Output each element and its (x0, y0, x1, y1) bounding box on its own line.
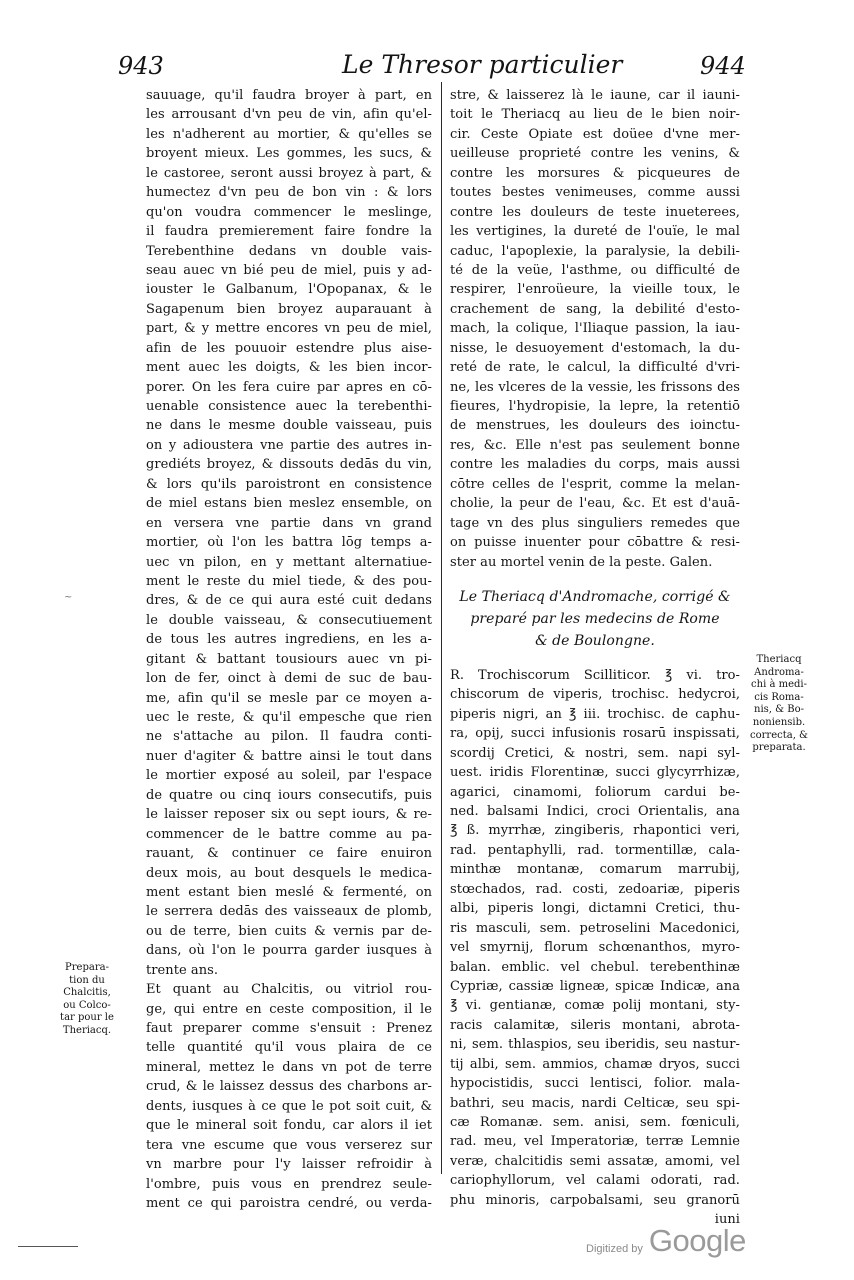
margin-note-line: correcta, & (750, 729, 808, 741)
page-number-right: 944 (700, 52, 746, 80)
text-line: humectez d'vn peu de bon vin : & lors (146, 185, 432, 201)
running-head: Le Thresor particulier (342, 50, 623, 79)
text-line: le castoree, seront aussi broyez à part, & (146, 165, 432, 181)
text-line: tage vn des plus singuliers remedes que (450, 515, 740, 531)
text-line: toit le Theriacq au lieu de le bien noir- (450, 107, 740, 123)
text-line: grediéts broyez, & dissouts dedās du vin, (146, 457, 432, 473)
text-line: dres, & de ce qui aura esté cuit dedans (146, 593, 432, 609)
margin-note-line: preparata. (752, 742, 806, 754)
text-line: dans, où l'on le pourra garder iusques à (146, 943, 432, 959)
text-line: phu minoris, carpobalsami, seu granorū (450, 1192, 740, 1208)
text-line: broyent mieux. Les gommes, les sucs, & (146, 146, 432, 162)
text-line: commencer de le battre comme au pa- (146, 826, 432, 842)
text-line: cōtre celles de l'esprit, comme la melan- (450, 476, 740, 492)
text-line: crachement de sang, la debilité d'esto- (450, 301, 740, 317)
text-line: me, afin qu'il se mesle par ce moyen a- (146, 690, 432, 706)
text-line: seau auec vn bié peu de miel, puis y ad- (146, 262, 432, 278)
text-line: lon de fer, oinct à demi de suc de bau- (146, 671, 432, 687)
text-line: contre les maladies du corps, mais aussi (450, 457, 740, 473)
text-line: de quatre ou cinq iours consecutifs, puis (146, 787, 432, 803)
text-line: ℥ ß. myrrhæ, zingiberis, rhapontici veri, (450, 823, 740, 839)
text-line: scordij Cretici, & nostri, sem. napi syl- (450, 745, 740, 761)
text-line: Sagapenum bien broyez auparauant à (146, 301, 432, 317)
text-line: nisse, le desuoyement d'estomach, la du- (450, 340, 740, 356)
margin-note-line: ou Colco- (63, 999, 111, 1011)
text-line: vn marbre pour l'y laisser refroidir à (146, 1157, 432, 1173)
text-line: minthæ montanæ, comarum marrubij, (450, 862, 740, 878)
section-heading-line: & de Boulongne. (535, 632, 655, 649)
section-heading-line: Le Theriacq d'Andromache, corrigé & (459, 588, 731, 605)
text-line: uest. iridis Florentinæ, succi glycyrrhizæ, (450, 765, 740, 781)
text-line: fieures, l'hydropisie, la lepre, la retentiō (450, 399, 740, 414)
margin-note-line: Androma- (754, 666, 804, 678)
text-line: piperis nigri, an ℥ iii. trochisc. de caphu- (450, 706, 740, 722)
text-line: vel smyrnij, florum schœnanthos, myro- (450, 940, 740, 956)
text-line: tij albi, sem. ammios, chamæ dryos, succi (450, 1056, 740, 1072)
text-line: gitant & battant tousiours auec vn pi- (146, 651, 432, 667)
text-line: porer. On les fera cuire par apres en cō- (146, 379, 432, 395)
text-line: ni, sem. thlaspios, seu iberidis, seu nastur- (450, 1037, 740, 1053)
text-line: res, &c. Elle n'est pas seulement bonne (450, 437, 740, 453)
text-line: caduc, l'apoplexie, la paralysie, la debili- (450, 243, 740, 259)
margin-note-line: Prepara- (65, 962, 109, 973)
column-divider (441, 82, 442, 1174)
text-line: on y adioustera vne partie des autres in- (146, 437, 432, 453)
text-line: & lors qu'ils paroistront en consistence (146, 476, 432, 492)
text-line: en versera vne partie dans vn grand (146, 515, 432, 531)
text-line: ris masculi, sem. petroselini Macedonici, (450, 920, 740, 936)
text-line: ge, qui entre en ceste composition, il le (146, 1001, 432, 1017)
text-line: mach, la colique, l'Iliaque passion, la iau- (450, 321, 740, 337)
text-line: stre, & laisserez là le iaune, car il iauni- (450, 88, 740, 103)
text-line: contre les morsures & picqueures de (450, 165, 740, 181)
text-line: ℥ vi. gentianæ, comæ polij montani, sty- (450, 998, 740, 1014)
text-line: agarici, cinamomi, foliorum cardui be- (450, 784, 740, 800)
text-line: on puisse inuenter pour cōbattre & resi- (450, 535, 740, 551)
text-line: té de la veüe, l'asthme, ou difficulté de (450, 262, 740, 278)
text-line: il faudra premierement faire fondre la (146, 224, 432, 240)
google-logo: Google (648, 1223, 746, 1258)
text-line: ment auec les doigts, & les bien incor- (146, 360, 432, 376)
page-number-left: 943 (118, 52, 164, 80)
margin-note-line: Theriacq. (62, 1024, 112, 1036)
text-line: le double vaisseau, & consecutiuement (146, 612, 432, 628)
text-line: ne dans le mesme double vaisseau, puis (146, 418, 432, 434)
text-line: Cypriæ, cassiæ ligneæ, spicæ Indicæ, ana (450, 978, 740, 994)
text-line: afin de les pouuoir estendre plus aise- (146, 340, 432, 356)
text-line: mortier, où l'on les battra lōg temps a- (146, 535, 432, 551)
text-line: de miel estans bien meslez ensemble, on (146, 496, 432, 512)
text-line: bathri, seu macis, nardi Celticæ, seu spi- (450, 1095, 740, 1111)
text-line: les vertigines, la dureté de l'ouïe, le mal (450, 224, 740, 240)
text-line: uec vn pilon, en y mettant alternatiue- (146, 554, 432, 570)
margin-note-line: nis, & Bo- (754, 704, 804, 716)
text-line: racis calamitæ, sileris montani, abrota- (450, 1017, 740, 1033)
text-line: le mortier exposé au soleil, par l'espace (146, 768, 432, 784)
margin-note-line: tion du (69, 974, 105, 986)
text-line: crud, & le laissez dessus des charbons ar- (146, 1079, 432, 1095)
text-line: mineral, mettez le dans vn pot de terre (146, 1059, 432, 1075)
text-line: ment ce qui paroistra cendré, ou verda- (146, 1195, 432, 1211)
text-line: albi, piperis longi, dictamni Cretici, thu- (450, 901, 740, 917)
text-line: que le mineral soit fondu, car alors il iet (146, 1118, 432, 1134)
text-line: veræ, chalcitidis semi assatæ, amomi, vel (450, 1153, 740, 1169)
footer-rule (18, 1246, 78, 1247)
text-line: nuer d'agiter & battre ainsi le tout dans (146, 748, 432, 764)
margin-note-line: noniensib. (752, 716, 806, 728)
text-line: ment estant bien meslé & fermenté, on (146, 884, 432, 900)
text-line: contre les douleurs de teste inueterees, (450, 204, 740, 220)
text-line: dents, iusques à ce que le pot soit cuit, & (146, 1098, 432, 1114)
text-line: de tous les autres ingrediens, en les a- (146, 632, 432, 648)
text-line: respirer, l'enroüeure, la vieille toux, le (450, 282, 740, 298)
text-line: faut preparer comme s'ensuit : Prenez (146, 1021, 432, 1036)
text-line: reté de rate, le calcul, la difficulté d'vri- (450, 360, 740, 376)
margin-note-line: tar pour le (60, 1012, 114, 1024)
text-line: Et quant au Chalcitis, ou vitriol rou- (146, 982, 432, 998)
text-line: le laisser reposer six ou sept iours, & re- (146, 807, 432, 823)
text-line: cholie, la peur de l'eau, &c. Et est d'auā- (450, 496, 740, 512)
section-heading-line: preparé par les medecins de Rome (470, 610, 720, 627)
text-line: toutes bestes venimeuses, comme aussi (450, 185, 740, 201)
text-line: hypocistidis, succi lentisci, folior. mala- (450, 1076, 740, 1092)
text-line: les arrousant d'vn peu de vin, afin qu'el- (146, 107, 432, 123)
text-line: ment le reste du miel tiede, & des pou- (146, 573, 432, 589)
text-line: telle quantité qu'il vous plaira de ce (146, 1040, 432, 1056)
text-line: uec le reste, & qu'il empesche que rien (146, 710, 432, 725)
text-line: cæ Romanæ. sem. anisi, sem. fœniculi, (450, 1115, 740, 1130)
text-line: iuni (714, 1212, 740, 1228)
text-line: de menstrues, les douleurs des ioinctu- (450, 418, 740, 434)
stray-mark: ~ (64, 592, 73, 603)
right-column (450, 86, 740, 1230)
margin-note-line: Chalcitis, (63, 987, 111, 999)
text-line: R. Trochiscorum Scilliticor. ℥ vi. tro- (450, 667, 740, 683)
text-line: ne, les vlceres de la vessie, les frissons des (450, 379, 740, 395)
text-line: l'ombre, puis vous en prendrez seule- (146, 1176, 432, 1192)
margin-note-line: Theriacq (756, 654, 802, 665)
text-line: trente ans. (146, 962, 219, 978)
text-line: ueilleuse proprieté contre les venins, & (450, 146, 740, 162)
spacer (450, 652, 740, 666)
text-line: iouster le Galbanum, l'Opopanax, & le (146, 282, 432, 298)
google-watermark (586, 1223, 746, 1259)
text-line: les n'adherent au mortier, & qu'elles se (146, 126, 432, 142)
text-line: cariophyllorum, vel calami odorati, rad. (450, 1173, 740, 1189)
text-line: ster au mortel venin de la peste. Galen. (450, 554, 713, 570)
text-line: ned. balsami Indici, croci Orientalis, ana (450, 804, 740, 819)
text-line: part, & y mettre encores vn peu de miel, (146, 321, 432, 337)
text-line: le serrera dedās des vaisseaux de plomb, (146, 904, 432, 920)
left-column (146, 86, 432, 1213)
text-line: uenable consistence auec la terebenthi- (146, 399, 432, 414)
text-line: Terebenthine dedans vn double vais- (146, 243, 432, 259)
text-line: deux mois, au bout desquels le medica- (146, 865, 432, 881)
margin-note-right (744, 654, 814, 755)
text-line: ou de terre, bien cuits & vernis par de- (146, 923, 432, 939)
text-line: balan. emblic. vel chebul. terebenthinæ (450, 959, 740, 975)
margin-note-left (52, 962, 122, 1038)
text-line: stœchados, rad. costi, zedoariæ, piperis (450, 881, 740, 897)
text-line: qu'on voudra commencer le meslinge, (146, 204, 432, 220)
spacer (450, 572, 740, 586)
text-line: chiscorum de viperis, trochisc. hedycroi, (450, 687, 740, 703)
margin-note-line: cis Roma- (754, 691, 804, 703)
text-line: sauuage, qu'il faudra broyer à part, en (146, 88, 432, 103)
text-line: rad. pentaphylli, rad. tormentillæ, cala- (450, 842, 740, 858)
digitized-by-label: Digitized by (586, 1243, 643, 1255)
text-line: ne s'attache au pilon. Il faudra conti- (146, 729, 432, 745)
text-line: ra, opij, succi infusionis rosarū inspissati, (450, 726, 740, 742)
text-line: rauant, & continuer ce faire enuiron (146, 846, 432, 862)
text-line: cir. Ceste Opiate est doüee d'vne mer- (450, 126, 740, 142)
margin-note-line: chi à medi- (751, 679, 807, 691)
text-line: rad. meu, vel Imperatoriæ, terræ Lemnie (450, 1134, 740, 1150)
text-line: tera vne escume que vous verserez sur (146, 1137, 432, 1153)
